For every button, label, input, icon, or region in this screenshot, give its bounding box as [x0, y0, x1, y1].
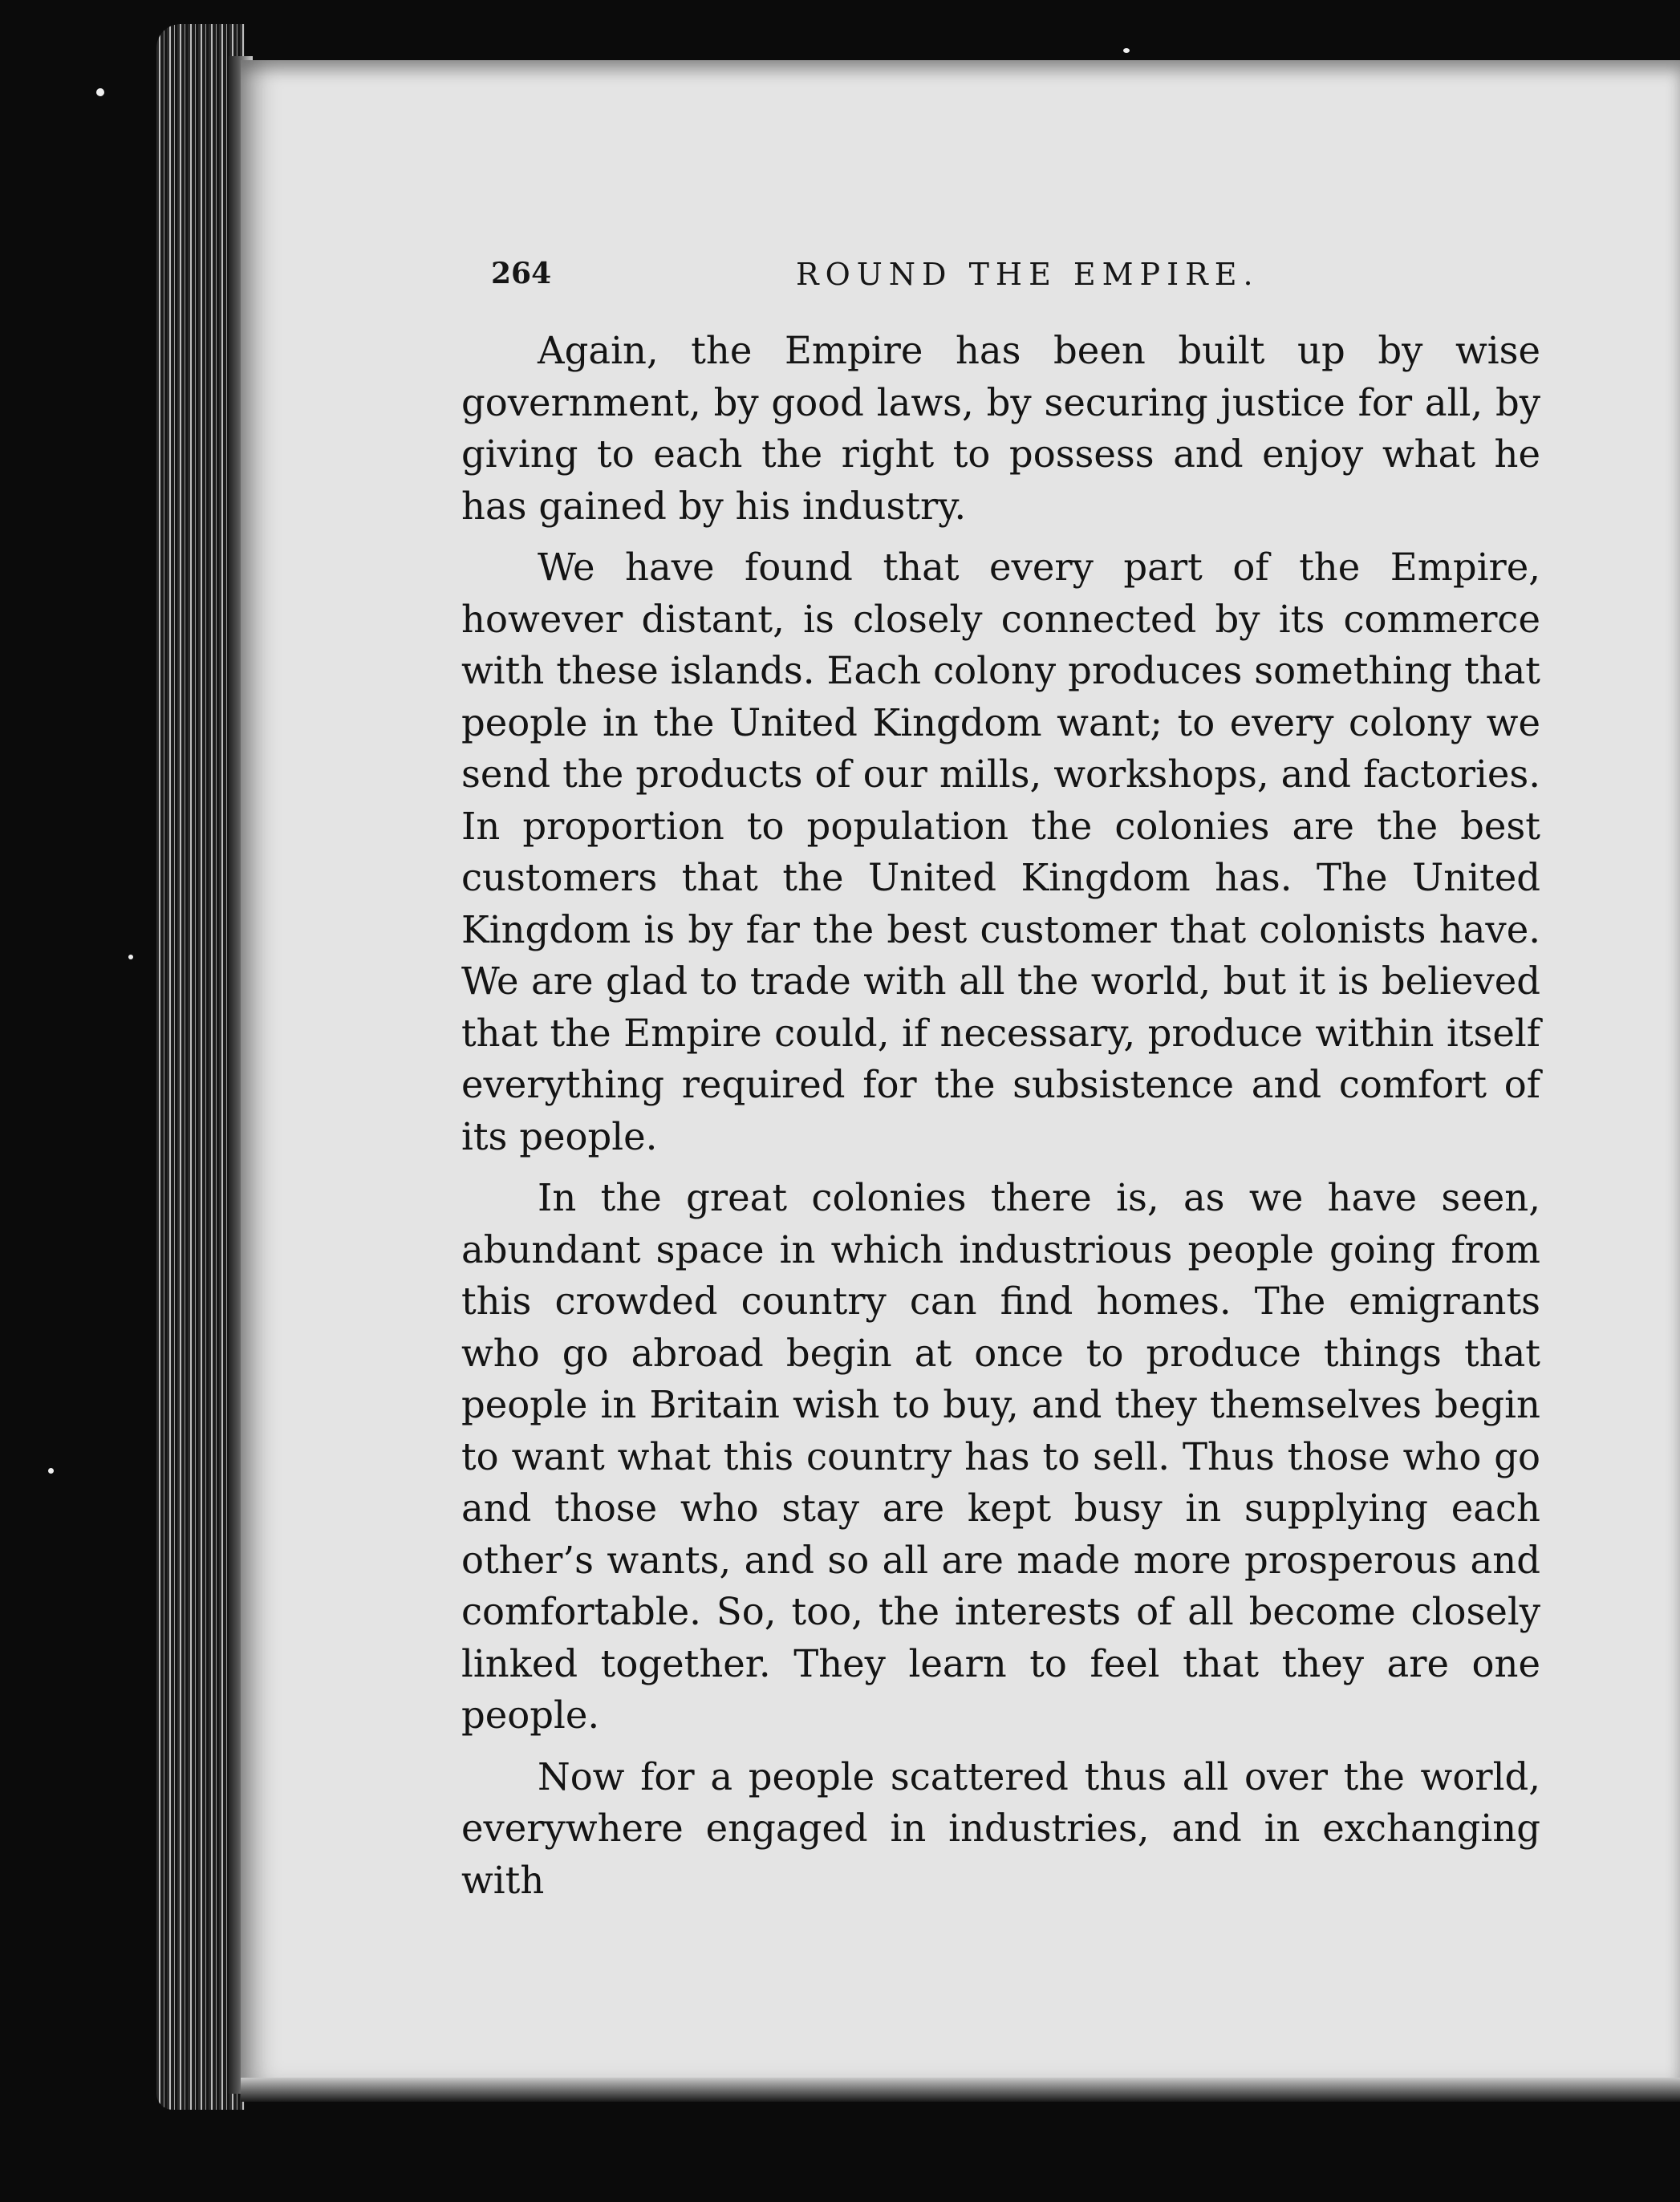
paragraph: In the great colonies there is, as we have seen, abundant space in which industrious people going from this crowded country can find homes. The emigrants who go abroad begin at once to produce things that people in Britain wish to buy, and they themselves begin to want what this country has to sell. Thus those who go and those who stay are kept busy in supplying each other’s wants, and so all are made more prosperous and comfortable. So, too, the interests of all become closely linked together. They learn to feel that they are one people. [461, 1176, 1540, 1737]
page-bottom-shadow [241, 2078, 1680, 2102]
page-header [491, 257, 1526, 305]
page-number: 264 [491, 257, 552, 290]
running-head: ROUND THE EMPIRE. [796, 257, 1260, 292]
dust-speck [1123, 48, 1130, 53]
paragraph: Now for a people scattered thus all over the world, everywhere engaged in industries, and in exchanging with [461, 1754, 1540, 1902]
dust-speck [48, 1468, 54, 1474]
paragraph: Again, the Empire has been built up by wise government, by good laws, by securing justice for all, by giving to each the right to possess and enjoy what he has gained by his industry. [461, 329, 1540, 528]
paragraph: We have found that every part of the Empire, however distant, is closely connected by its commerce with these islands. Each colony produces something that people in the United Kingdom want; to every colony we send the products of our mills, workshops, and factories. In proportion to population the colonies are the best customers that the United Kingdom has. The United Kingdom is by far the best customer that colonists have. We are glad to trade with all the world, but it is believed that the Empire could, if necessary, produce within itself everything required for the subsistence and comfort of its people. [461, 545, 1540, 1158]
dust-speck [128, 955, 133, 959]
dust-speck [96, 88, 104, 96]
body-text [461, 325, 1540, 1906]
